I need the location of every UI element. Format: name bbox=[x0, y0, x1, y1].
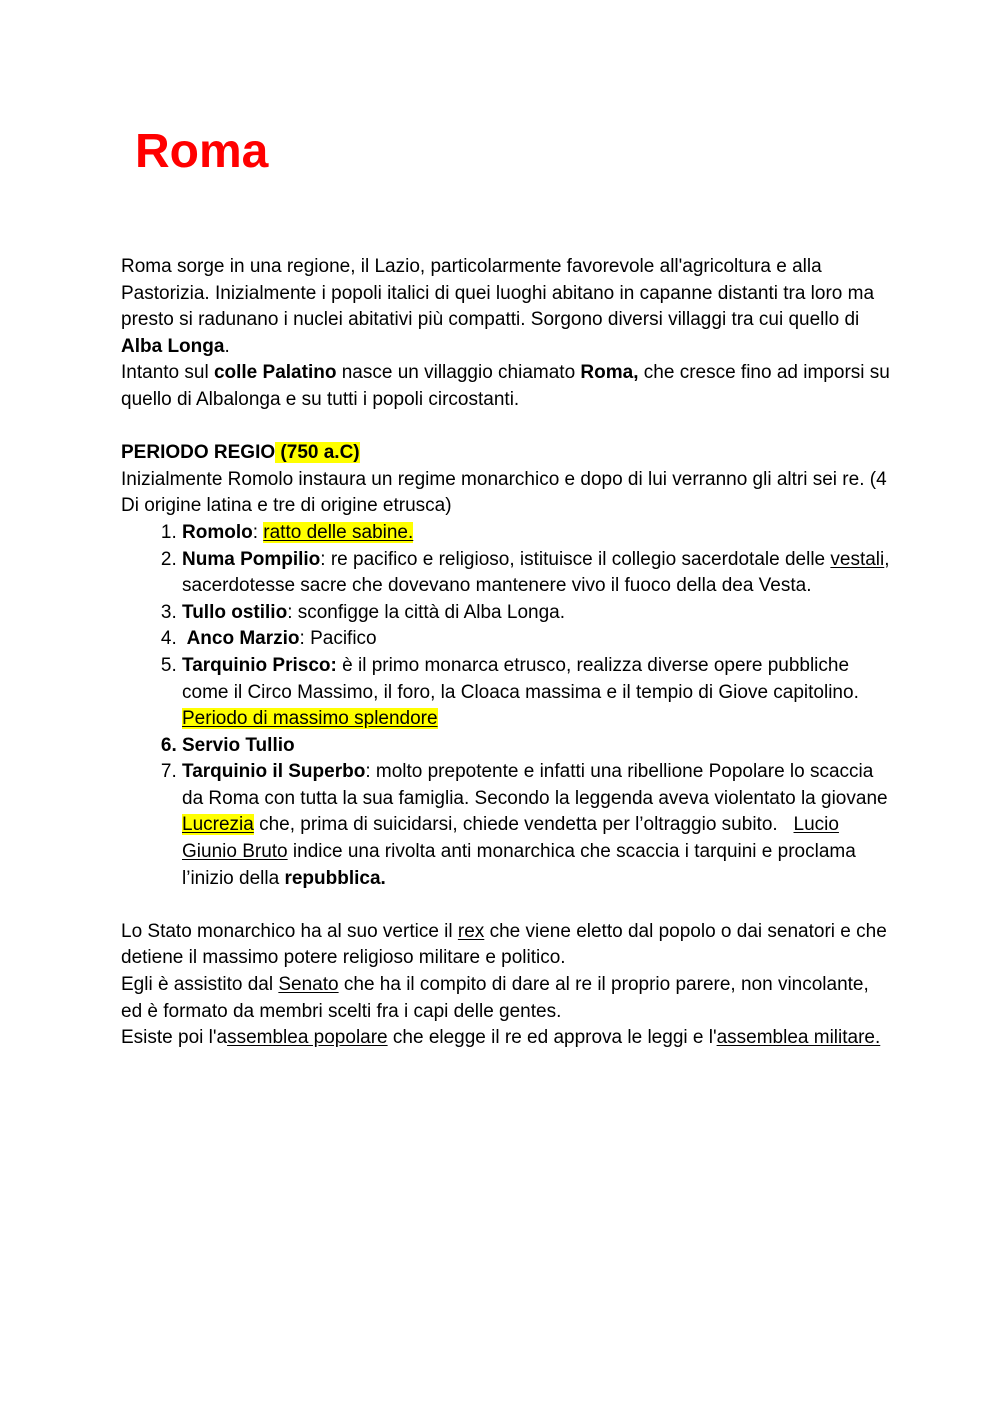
document-body bbox=[121, 254, 891, 1052]
list-item bbox=[182, 520, 891, 547]
state-paragraph-3 bbox=[121, 1025, 891, 1052]
king-name: Anco Marzio bbox=[182, 628, 300, 650]
king-name: Numa Pompilio bbox=[182, 548, 321, 570]
period-date-highlight: (750 a.C) bbox=[275, 442, 360, 464]
intro-paragraph-2 bbox=[121, 360, 891, 413]
highlighted-underlined-text: Periodo di massimo splendore bbox=[182, 708, 438, 730]
king-text: : sconfigge la città di Alba Longa. bbox=[287, 601, 565, 623]
king-text: : molto prepotente e infatti una ribellione Popolare lo scaccia da Roma con tutta la sua famiglia. Secondo la leggenda aveva violentato la giovane bbox=[182, 761, 888, 809]
state-text: che ha il compito di dare al re il proprio parere, non vincolante, ed è formato da membri scelti fra i capi delle gentes. bbox=[121, 974, 869, 1022]
intro-text-end: . bbox=[224, 335, 230, 357]
underlined-text: rex bbox=[457, 920, 485, 942]
kings-list bbox=[121, 520, 891, 892]
underlined-text: Lucio Giunio Bruto bbox=[182, 814, 839, 863]
period-description: Inizialmente Romolo instaura un regime monarchico e dopo di lui verranno gli altri sei re. (4 Di origine latina e tre di origine etrusca) bbox=[121, 468, 887, 517]
king-name: Tullo ostilio bbox=[182, 601, 288, 623]
highlighted-underlined-text: ratto delle sabine. bbox=[263, 521, 414, 543]
state-text: Esiste poi l'a bbox=[121, 1027, 228, 1049]
state-paragraph-1 bbox=[121, 919, 891, 972]
list-item bbox=[182, 547, 891, 600]
intro-text: che cresce fino ad imporsi su quello di Albalonga e su tutti i popoli circostanti. bbox=[121, 362, 890, 410]
list-item bbox=[182, 759, 891, 892]
list-item bbox=[182, 733, 891, 760]
king-text: , sacerdotesse sacre che dovevano mantenere vivo il fuoco della dea Vesta. bbox=[182, 548, 890, 597]
highlighted-underlined-text: Lucrezia bbox=[182, 814, 254, 836]
state-text: Egli è assistito dal bbox=[121, 974, 279, 996]
separator: : bbox=[252, 521, 264, 543]
intro-paragraph-1 bbox=[121, 254, 891, 360]
state-text: che viene eletto dal popolo o dai senatori e che detiene il massimo potere religioso militare e politico. bbox=[121, 920, 887, 969]
king-name: Tarquinio il Superbo bbox=[182, 761, 366, 783]
bold-repubblica: repubblica. bbox=[284, 867, 386, 889]
blank-line bbox=[121, 414, 891, 441]
state-text: che elegge il re ed approva le leggi e l' bbox=[387, 1027, 717, 1049]
king-text: : Pacifico bbox=[299, 628, 377, 650]
bold-alba-longa: Alba Longa bbox=[121, 335, 225, 357]
king-name: Servio Tullio bbox=[182, 734, 295, 756]
state-text: Lo Stato monarchico ha al suo vertice il bbox=[121, 920, 458, 942]
underlined-text: Senato bbox=[278, 974, 339, 996]
king-text: : re pacifico e religioso, istituisce il collegio sacerdotale delle bbox=[320, 548, 831, 570]
king-text: indice una rivolta anti monarchica che scaccia i tarquini e proclama l’inizio della bbox=[182, 841, 856, 889]
intro-text: Intanto sul bbox=[121, 362, 214, 384]
underlined-text: vestali bbox=[830, 548, 885, 570]
bold-colle-palatino: colle Palatino bbox=[213, 362, 337, 384]
state-paragraph-2 bbox=[121, 972, 891, 1025]
list-item bbox=[182, 600, 891, 627]
intro-text: nasce un villaggio chiamato bbox=[336, 362, 581, 384]
king-name: Tarquinio Prisco: bbox=[182, 654, 337, 676]
king-text: è il primo monarca etrusco, realizza diverse opere pubbliche come il Circo Massimo, il foro, la Cloaca massima e il tempio di Giove capitolino. bbox=[182, 654, 859, 703]
intro-text: Roma sorge in una regione, il Lazio, particolarmente favorevole all'agricoltura e alla Pastorizia. Inizialmente i popoli italici di quei luoghi abitano in capanne distanti tra loro ma presto si radunano i nuclei abitativi più compatti. Sorgono diversi villaggi tra cui quello di bbox=[121, 256, 875, 331]
underlined-text: assemblea militare. bbox=[716, 1027, 881, 1049]
king-text: che, prima di suicidarsi, chiede vendetta per l’oltraggio subito. bbox=[253, 814, 794, 836]
king-name: Romolo bbox=[182, 521, 253, 543]
underlined-text: ssemblea popolare bbox=[227, 1027, 388, 1049]
period-heading bbox=[121, 440, 891, 467]
list-item bbox=[182, 626, 891, 653]
blank-line bbox=[121, 892, 891, 919]
period-heading-label: PERIODO REGIO bbox=[121, 442, 276, 464]
page-title: Roma bbox=[135, 125, 269, 178]
list-item bbox=[182, 653, 891, 733]
bold-roma: Roma, bbox=[580, 362, 639, 384]
